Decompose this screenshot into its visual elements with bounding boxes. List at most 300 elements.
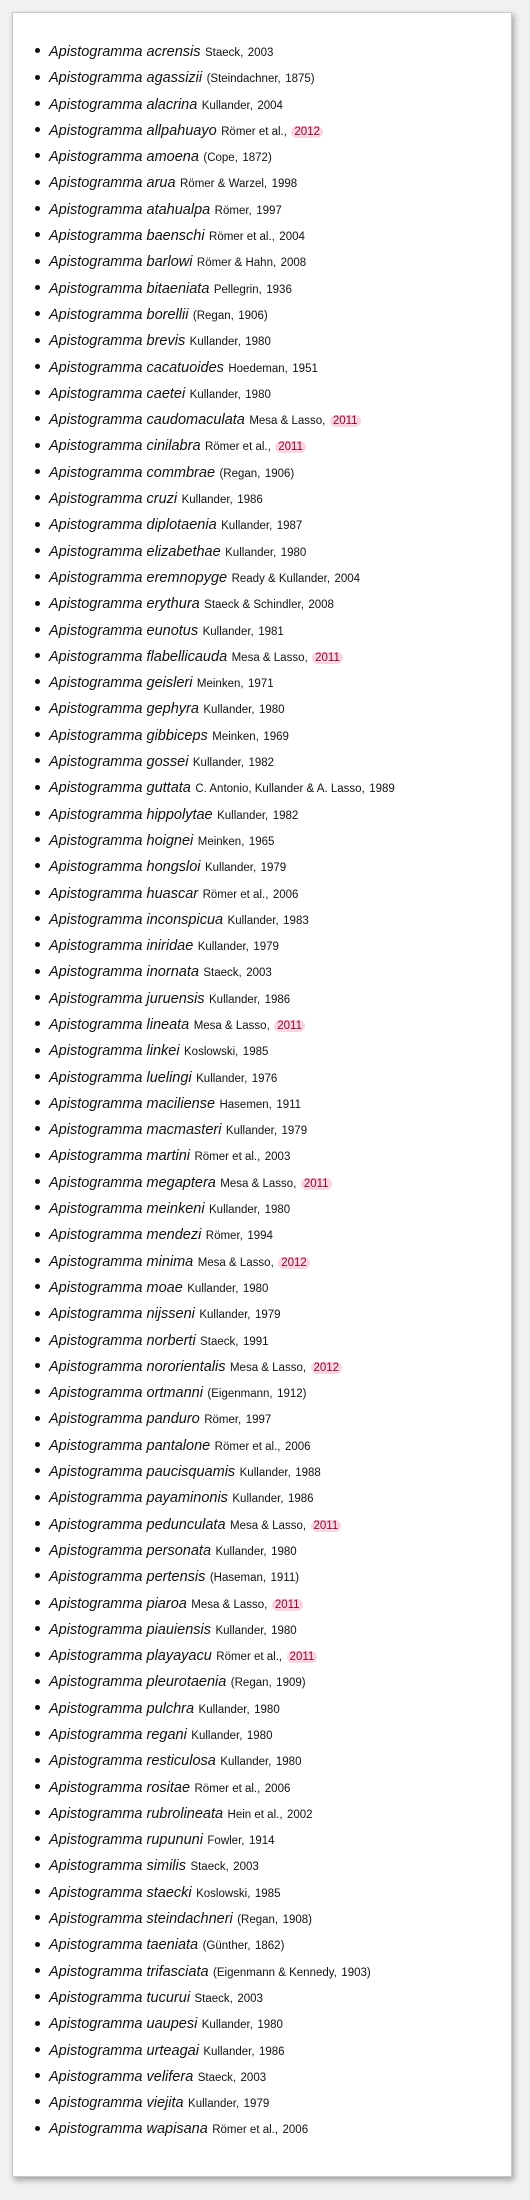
- species-authority: Kullander,: [202, 625, 254, 638]
- species-entry: [35, 775, 505, 801]
- species-authority: Koslowski,: [196, 1887, 251, 1900]
- species-authority: Kullander,: [201, 99, 253, 112]
- species-entry: [35, 1249, 505, 1275]
- species-authority: C. Antonio, Kullander & A. Lasso,: [195, 783, 365, 796]
- bullet-icon: [35, 601, 40, 606]
- species-entry: [35, 1038, 505, 1064]
- species-authority: Meinken,: [197, 835, 245, 848]
- species-epithet: erythura: [146, 596, 200, 613]
- bullet-icon: [35, 1468, 40, 1473]
- species-entry: [35, 92, 505, 118]
- species-year: 1980: [242, 1282, 269, 1295]
- species-entry: [35, 302, 505, 328]
- species-entry: [35, 1775, 505, 1801]
- bullet-icon: [35, 2126, 40, 2131]
- species-authority: Kullander,: [197, 941, 249, 954]
- species-year: 2003: [237, 1992, 263, 2005]
- highlighted-year: 2011: [311, 1520, 342, 1532]
- bullet-icon: [35, 495, 40, 500]
- species-year: 1986: [237, 494, 263, 507]
- species-year: 1986: [258, 2045, 285, 2058]
- species-binomial: [49, 1937, 198, 1953]
- species-year: 1976: [251, 1072, 278, 1085]
- species-authority: Römer,: [204, 1414, 242, 1427]
- species-binomial: [49, 2043, 199, 2059]
- species-authority: Römer et al.,: [194, 1782, 261, 1795]
- species-binomial: [49, 175, 176, 191]
- species-authority: Römer,: [205, 1230, 243, 1243]
- bullet-icon: [35, 390, 40, 395]
- species-binomial: [49, 1701, 194, 1717]
- species-year: 1969: [263, 730, 289, 743]
- genus-name: Apistogramma: [49, 1674, 143, 1691]
- bullet-icon: [35, 1915, 40, 1920]
- species-binomial: [49, 412, 245, 428]
- species-year: 1998: [271, 178, 298, 191]
- species-epithet: guttata: [146, 780, 191, 797]
- species-binomial: [49, 1964, 209, 1980]
- species-authority: (Regan,: [192, 309, 234, 322]
- species-entry: [35, 460, 505, 486]
- bullet-icon: [35, 469, 40, 474]
- species-epithet: agassizii: [146, 70, 203, 87]
- species-authority: (Günther,: [202, 1940, 251, 1953]
- species-entry: [35, 1065, 505, 1091]
- species-epithet: linkei: [146, 1043, 180, 1060]
- species-epithet: pleurotaenia: [146, 1674, 227, 1691]
- species-authority: Römer,: [214, 204, 252, 217]
- species-entry: [35, 1380, 505, 1406]
- genus-name: Apistogramma: [49, 990, 143, 1007]
- genus-name: Apistogramma: [49, 491, 143, 508]
- genus-name: Apistogramma: [49, 464, 143, 481]
- species-epithet: meinkeni: [146, 1201, 205, 1218]
- species-epithet: iniridae: [146, 938, 194, 955]
- species-epithet: minima: [146, 1253, 194, 1270]
- species-epithet: cacatuoides: [146, 359, 224, 376]
- species-authority: Staeck,: [203, 967, 242, 980]
- bullet-icon: [35, 627, 40, 632]
- bullet-icon: [35, 1205, 40, 1210]
- species-binomial: [49, 544, 221, 560]
- species-authority: Kullander,: [225, 546, 277, 559]
- genus-name: Apistogramma: [49, 1095, 143, 1112]
- bullet-icon: [35, 1889, 40, 1894]
- species-year: 1911): [270, 1572, 300, 1585]
- species-entry: [35, 1959, 505, 1985]
- species-entry: [35, 1091, 505, 1117]
- species-binomial: [49, 254, 192, 270]
- species-epithet: hoignei: [146, 832, 194, 849]
- species-epithet: uaupesi: [146, 2016, 198, 2033]
- species-entry: [35, 802, 505, 828]
- species-entry: [35, 696, 505, 722]
- species-binomial: [49, 1569, 205, 1585]
- genus-name: Apistogramma: [49, 543, 143, 560]
- species-entry: [35, 1117, 505, 1143]
- species-year: 2002: [286, 1808, 313, 1821]
- bullet-icon: [35, 2047, 40, 2052]
- highlighted-year: 2012: [291, 126, 323, 138]
- species-binomial: [49, 386, 185, 402]
- highlighted-year: 2011: [287, 1651, 318, 1663]
- genus-name: Apistogramma: [49, 1437, 143, 1454]
- species-year: 1985: [242, 1046, 269, 1059]
- genus-name: Apistogramma: [49, 832, 143, 849]
- species-entry: [35, 2064, 505, 2090]
- species-year: 1911: [276, 1098, 302, 1111]
- species-authority: Kullander,: [189, 336, 241, 349]
- bullet-icon: [35, 48, 40, 53]
- genus-name: Apistogramma: [49, 885, 143, 902]
- genus-name: Apistogramma: [49, 596, 143, 613]
- genus-name: Apistogramma: [49, 938, 143, 955]
- genus-name: Apistogramma: [49, 1069, 143, 1086]
- species-authority: Kullander,: [203, 704, 255, 717]
- species-entry: [35, 381, 505, 407]
- species-entry: [35, 407, 505, 433]
- species-year: 1906): [264, 467, 295, 480]
- species-entry: [35, 1617, 505, 1643]
- species-entry: [35, 1669, 505, 1695]
- species-binomial: [49, 97, 197, 113]
- genus-name: Apistogramma: [49, 1779, 143, 1796]
- species-epithet: barlowi: [146, 254, 193, 271]
- species-binomial: [49, 570, 227, 586]
- species-entry: [35, 1696, 505, 1722]
- species-authority: Kullander,: [209, 993, 261, 1006]
- genus-name: Apistogramma: [49, 70, 143, 87]
- species-year: 1980: [264, 1204, 291, 1217]
- bullet-icon: [35, 1442, 40, 1447]
- species-binomial: [49, 1438, 210, 1454]
- species-authority: (Regan,: [219, 467, 261, 480]
- genus-name: Apistogramma: [49, 648, 143, 665]
- bullet-icon: [35, 232, 40, 237]
- species-binomial: [49, 1885, 192, 1901]
- species-entry: [35, 1853, 505, 1879]
- species-year: 1936: [266, 283, 292, 296]
- bullet-icon: [35, 1416, 40, 1421]
- species-epithet: personata: [146, 1542, 212, 1559]
- highlighted-year: 2012: [311, 1362, 343, 1374]
- species-entry: [35, 670, 505, 696]
- species-epithet: eremnopyge: [146, 569, 228, 586]
- bullet-icon: [35, 1679, 40, 1684]
- species-entry: [35, 197, 505, 223]
- species-epithet: eunotus: [146, 622, 199, 639]
- genus-name: Apistogramma: [49, 2095, 143, 2112]
- genus-name: Apistogramma: [49, 175, 143, 192]
- species-binomial: [49, 202, 210, 218]
- species-authority: Kullander,: [181, 494, 233, 507]
- species-authority: Römer & Warzel,: [180, 178, 268, 191]
- genus-name: Apistogramma: [49, 385, 143, 402]
- species-binomial: [49, 1543, 211, 1559]
- species-epithet: rositae: [146, 1779, 191, 1796]
- species-binomial: [49, 1306, 195, 1322]
- bullet-icon: [35, 1705, 40, 1710]
- bullet-icon: [35, 1836, 40, 1841]
- highlighted-year: 2011: [275, 441, 306, 453]
- species-year: 1903): [341, 1966, 371, 1979]
- genus-name: Apistogramma: [49, 1490, 143, 1507]
- highlighted-year: 2011: [301, 1178, 332, 1190]
- species-entry: [35, 723, 505, 749]
- bullet-icon: [35, 206, 40, 211]
- species-binomial: [49, 44, 201, 60]
- genus-name: Apistogramma: [49, 1989, 143, 2006]
- genus-name: Apistogramma: [49, 1542, 143, 1559]
- species-authority: Mesa & Lasso,: [249, 415, 326, 428]
- species-epithet: bitaeniata: [146, 280, 210, 297]
- species-authority: Hein et al.,: [227, 1808, 283, 1821]
- species-binomial: [49, 2121, 208, 2137]
- species-authority: Kullander,: [192, 757, 245, 770]
- species-entry: [35, 1643, 505, 1669]
- species-year: 1997: [245, 1414, 272, 1427]
- species-year: 1862): [254, 1940, 285, 1953]
- species-epithet: acrensis: [146, 44, 201, 60]
- genus-name: Apistogramma: [49, 1043, 143, 1060]
- species-authority: Römer & Hahn,: [196, 257, 277, 270]
- highlighted-year: 2012: [278, 1257, 310, 1269]
- bullet-icon: [35, 1048, 40, 1053]
- genus-name: Apistogramma: [49, 1016, 143, 1033]
- bullet-icon: [35, 653, 40, 658]
- species-epithet: piauiensis: [146, 1621, 212, 1638]
- genus-name: Apistogramma: [49, 333, 143, 350]
- species-year: 2006: [284, 1440, 311, 1453]
- species-authority: Mesa & Lasso,: [229, 1519, 307, 1532]
- species-binomial: [49, 728, 208, 744]
- genus-name: Apistogramma: [49, 44, 143, 60]
- species-epithet: luelingi: [146, 1069, 192, 1086]
- bullet-icon: [35, 338, 40, 343]
- species-year: 1986: [288, 1493, 314, 1506]
- species-binomial: [49, 1411, 200, 1427]
- species-year: 2003: [233, 1861, 259, 1874]
- bullet-icon: [35, 942, 40, 947]
- species-authority: Kullander,: [232, 1493, 284, 1506]
- species-epithet: trifasciata: [146, 1963, 209, 1980]
- bullet-icon: [35, 2099, 40, 2104]
- species-epithet: piaroa: [146, 1595, 187, 1612]
- bullet-icon: [35, 1968, 40, 1973]
- species-authority: (Cope,: [203, 152, 238, 165]
- bullet-icon: [35, 1153, 40, 1158]
- bullet-icon: [35, 127, 40, 132]
- species-binomial: [49, 123, 217, 139]
- species-binomial: [49, 307, 188, 323]
- species-authority: Mesa & Lasso,: [197, 1256, 274, 1269]
- species-year: 1980: [245, 336, 271, 349]
- highlighted-year: 2011: [312, 652, 343, 664]
- species-binomial: [49, 2016, 197, 2032]
- genus-name: Apistogramma: [49, 1279, 143, 1296]
- species-epithet: moae: [146, 1279, 183, 1296]
- species-binomial: [49, 1490, 228, 1506]
- species-entry: [35, 644, 505, 670]
- species-year: 2006: [272, 888, 299, 901]
- species-binomial: [49, 70, 202, 86]
- species-entry: [35, 591, 505, 617]
- species-entry: [35, 881, 505, 907]
- bullet-icon: [35, 548, 40, 553]
- genus-name: Apistogramma: [49, 359, 143, 376]
- species-authority: Ready & Kullander,: [231, 572, 331, 585]
- genus-name: Apistogramma: [49, 1358, 143, 1375]
- species-binomial: [49, 912, 223, 928]
- species-year: 1997: [256, 204, 282, 217]
- species-entry: [35, 959, 505, 985]
- species-epithet: payaminonis: [146, 1490, 228, 1507]
- genus-name: Apistogramma: [49, 2016, 143, 2033]
- species-year: 1979: [253, 941, 279, 954]
- species-year: 2003: [246, 967, 272, 980]
- genus-name: Apistogramma: [49, 1700, 143, 1717]
- species-epithet: martini: [146, 1148, 191, 1165]
- genus-name: Apistogramma: [49, 806, 143, 823]
- genus-name: Apistogramma: [49, 675, 143, 692]
- species-binomial: [49, 281, 209, 297]
- species-epithet: caudomaculata: [146, 412, 245, 429]
- species-binomial: [49, 465, 215, 481]
- genus-name: Apistogramma: [49, 122, 143, 139]
- species-authority: Kullander,: [196, 1072, 248, 1085]
- species-year: 1909): [276, 1677, 306, 1690]
- species-year: 1980: [275, 1756, 302, 1769]
- species-binomial: [49, 1254, 193, 1270]
- species-binomial: [49, 1070, 192, 1086]
- species-binomial: [49, 675, 192, 691]
- species-authority: Kullander,: [239, 1467, 291, 1480]
- bullet-icon: [35, 1758, 40, 1763]
- bullet-icon: [35, 1942, 40, 1947]
- species-authority: Staeck,: [197, 2071, 237, 2084]
- species-year: 1980: [271, 1624, 297, 1637]
- bullet-icon: [35, 1784, 40, 1789]
- genus-name: Apistogramma: [49, 438, 143, 455]
- species-epithet: viejita: [146, 2095, 184, 2112]
- species-epithet: flabellicauda: [146, 648, 228, 665]
- species-entry: [35, 1275, 505, 1301]
- bullet-icon: [35, 1258, 40, 1263]
- bullet-icon: [35, 443, 40, 448]
- bullet-icon: [35, 758, 40, 763]
- genus-name: Apistogramma: [49, 1306, 143, 1323]
- highlighted-year: 2011: [330, 415, 361, 427]
- species-binomial: [49, 1385, 203, 1401]
- species-year: 1980: [258, 704, 285, 717]
- genus-name: Apistogramma: [49, 622, 143, 639]
- species-binomial: [49, 1727, 187, 1743]
- bullet-icon: [35, 1126, 40, 1131]
- species-entry: [35, 1354, 505, 1380]
- species-year: 1971: [248, 678, 274, 691]
- bullet-icon: [35, 1363, 40, 1368]
- species-entry: [35, 1906, 505, 1932]
- species-entry: [35, 144, 505, 170]
- species-year: 1991: [242, 1335, 269, 1348]
- species-entry: [35, 2038, 505, 2064]
- species-authority: Kullander,: [217, 809, 269, 822]
- species-entry: [35, 1985, 505, 2011]
- bullet-icon: [35, 837, 40, 842]
- species-year: 2003: [264, 1151, 291, 1164]
- species-year: 1912): [277, 1388, 307, 1401]
- species-entry: [35, 1564, 505, 1590]
- species-epithet: rubrolineata: [146, 1805, 224, 1822]
- bullet-icon: [35, 75, 40, 80]
- species-entry: [35, 276, 505, 302]
- species-entry: [35, 1485, 505, 1511]
- species-epithet: allpahuayo: [146, 122, 217, 139]
- species-entry: [35, 1170, 505, 1196]
- species-entry: [35, 1196, 505, 1222]
- species-authority: Staeck,: [204, 47, 244, 59]
- species-epithet: brevis: [146, 333, 186, 350]
- species-authority: Römer et al.,: [209, 231, 275, 244]
- species-binomial: [49, 938, 193, 954]
- species-entry: [35, 223, 505, 249]
- species-epithet: borellii: [146, 306, 189, 323]
- species-epithet: velifera: [146, 2068, 194, 2085]
- species-year: 2003: [247, 47, 274, 59]
- genus-name: Apistogramma: [49, 306, 143, 323]
- species-binomial: [49, 1175, 216, 1191]
- species-binomial: [49, 1674, 226, 1690]
- species-binomial: [49, 491, 177, 507]
- species-authority: Römer et al.,: [204, 441, 271, 454]
- bullet-icon: [35, 364, 40, 369]
- species-entry: [35, 618, 505, 644]
- species-year: 1982: [248, 757, 275, 770]
- bullet-icon: [35, 1179, 40, 1184]
- species-epithet: gossei: [146, 754, 189, 771]
- species-epithet: amoena: [146, 149, 199, 166]
- genus-name: Apistogramma: [49, 964, 143, 981]
- bullet-icon: [35, 416, 40, 421]
- species-epithet: staecki: [146, 1884, 192, 1901]
- species-authority: (Regan,: [237, 1914, 279, 1927]
- species-year: 2006: [282, 2124, 309, 2137]
- species-epithet: regani: [146, 1727, 187, 1743]
- species-binomial: [49, 1201, 205, 1217]
- species-binomial: [49, 1227, 201, 1243]
- species-authority: Hasemen,: [219, 1098, 272, 1111]
- species-binomial: [49, 360, 224, 376]
- species-year: 1872): [242, 152, 272, 165]
- genus-name: Apistogramma: [49, 1805, 143, 1822]
- genus-name: Apistogramma: [49, 1858, 143, 1875]
- species-binomial: [49, 1832, 203, 1848]
- bullet-icon: [35, 1994, 40, 1999]
- species-epithet: nororientalis: [146, 1358, 226, 1375]
- species-year: 1906): [238, 309, 268, 322]
- genus-name: Apistogramma: [49, 149, 143, 166]
- species-binomial: [49, 1911, 233, 1927]
- species-epithet: nijsseni: [146, 1306, 195, 1323]
- species-epithet: geisleri: [146, 675, 193, 692]
- genus-name: Apistogramma: [49, 859, 143, 876]
- species-entry: [35, 854, 505, 880]
- bullet-icon: [35, 285, 40, 290]
- species-epithet: mendezi: [146, 1227, 202, 1244]
- species-binomial: [49, 438, 201, 454]
- species-epithet: paucisquamis: [146, 1464, 236, 1481]
- bullet-icon: [35, 1547, 40, 1552]
